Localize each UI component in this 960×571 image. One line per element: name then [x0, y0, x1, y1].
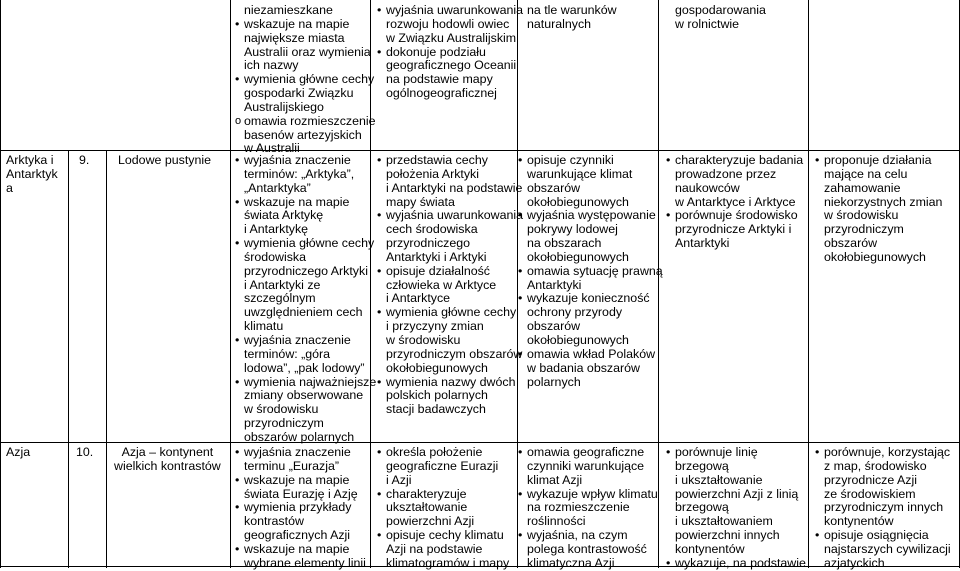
list-item: położenia Arktyki: [386, 166, 479, 181]
list-item: przyrodniczym obszarów: [386, 346, 523, 361]
list-item: o omawia rozmieszczenie: [244, 115, 376, 129]
list-item: roślinności: [527, 514, 586, 529]
list-item: terminów: „Arktyka”,: [244, 166, 355, 181]
list-item: obszarów: [824, 236, 878, 251]
list-item: basenów artezyjskich: [244, 127, 362, 142]
list-item: i Antarktyki na podstawie: [386, 180, 523, 195]
list-item: obszarów: [527, 319, 581, 334]
list-item: i ukształtowaniem: [675, 514, 773, 529]
list-item: • dokonuje podziału: [386, 46, 523, 60]
list-item: • wyjaśnia, na czym: [527, 529, 658, 543]
list-item: • omawia sytuację prawną: [527, 265, 663, 279]
list-item: • wskazuje na mapie: [244, 543, 366, 557]
list-item: ochrony przyrody: [527, 305, 623, 320]
list-item: i Antarktykę: [244, 222, 309, 237]
region-cell: [6, 154, 58, 196]
row2-col5-cell: [675, 446, 806, 571]
list-item: • wyjaśnia znaczenie: [244, 334, 376, 348]
list-item: okołobiegunowych: [527, 249, 629, 264]
grid-line: [0, 150, 960, 151]
row1-col6-cell: [824, 154, 942, 265]
list-item: ukształtowanie: [386, 500, 468, 515]
list-item: • opisuje czynniki: [527, 154, 663, 168]
row1-col2-cell: [244, 154, 376, 445]
list-item: świata Arktykę: [244, 208, 324, 223]
list-item: powierzchni Azji: [386, 514, 475, 529]
list-item: polega kontrastowość: [527, 541, 647, 556]
list-item: na rozmieszczenie: [527, 500, 630, 515]
list-item: na podstawie mapy: [386, 72, 493, 87]
grid-line: [0, 442, 960, 443]
list-item: • wyjaśnia znaczenie: [244, 154, 376, 168]
row2-col3-cell: [386, 446, 509, 571]
list-item: obszarów polarnych: [244, 429, 355, 444]
list-item: • wykazuje, na podstawie: [675, 557, 806, 571]
list-item: w środowisku: [824, 208, 899, 223]
list-item: Australijskiego: [244, 99, 324, 114]
list-item: ogólnogeograficznej: [386, 86, 497, 101]
list-item: Antarktyki: [527, 277, 582, 292]
list-item: mapy świata: [386, 194, 455, 209]
text-line: Azja – kontynent: [121, 445, 214, 459]
row2-col2-cell: [244, 446, 366, 571]
list-item: w badania obszarów: [527, 360, 640, 375]
list-item: powierzchni innych: [675, 528, 780, 543]
list-item: polarnych: [527, 374, 581, 389]
list-item: • omawia wkład Polaków: [527, 348, 663, 362]
list-item: przyrodniczym: [824, 222, 904, 237]
list-item: • porównuje, korzystając: [824, 446, 951, 460]
list-item: • proponuje działania: [824, 154, 942, 168]
list-item: największe miasta: [244, 30, 345, 45]
list-item: • opisuje cechy klimatu: [386, 529, 509, 543]
list-item: i Antarktyki ze: [244, 277, 321, 292]
text-line: Antarktyk: [6, 166, 58, 181]
list-item: geograficznego Oceanii: [386, 58, 517, 73]
list-item: przyrodniczego Arktyki: [244, 263, 368, 278]
text-line: na tle warunków: [527, 3, 617, 17]
list-item: • charakteryzuje: [386, 488, 509, 502]
list-item: • omawia geograficzne: [527, 446, 658, 460]
list-item: • wyjaśnia uwarunkowania: [386, 209, 523, 223]
text-line: wielkich kontrastów: [114, 458, 221, 473]
list-item: • wymienia przykłady: [244, 501, 366, 515]
row1-col5-cell: [675, 154, 803, 251]
list-item: w Antarktyce i Arktyce: [675, 194, 796, 209]
list-item: lodowa”, „pak lodowy”: [244, 360, 365, 375]
list-item: przyrodnicze Azji: [824, 472, 917, 487]
list-item: świata Eurazję i Azję: [244, 486, 358, 501]
list-item: niekorzystnych zmian: [824, 194, 943, 209]
list-item: azjatyckich: [824, 555, 885, 570]
list-item: ich nazwy: [244, 58, 299, 73]
list-item: wybrane elementy linii: [244, 555, 366, 570]
list-item: klimatu: [244, 319, 284, 334]
list-item: • wskazuje na mapie: [244, 18, 376, 32]
list-item: w środowisku: [386, 332, 461, 347]
list-item: „Antarktyka”: [244, 180, 311, 195]
list-item: Azji na podstawie: [386, 541, 483, 556]
region-cell: [6, 446, 30, 460]
list-item: przyrodniczym: [244, 416, 324, 431]
list-item: uwzględnieniem cech: [244, 305, 363, 320]
list-item: • określa położenie: [386, 446, 509, 460]
list-item: • opisuje działalność: [386, 265, 523, 279]
row2-col4-cell: [527, 446, 658, 571]
list-item: stacji badawczych: [386, 402, 486, 417]
list-item: • porównuje środowisko: [675, 209, 803, 223]
list-item: przyrodniczego: [386, 236, 471, 251]
list-item: na obszarach: [527, 236, 602, 251]
list-item: kontrastów: [244, 514, 304, 529]
list-item: Antarktyki i Arktyki: [386, 249, 487, 264]
list-item: geograficznych Azji: [244, 528, 351, 543]
list-item: • wymienia główne cechy: [244, 73, 376, 87]
row1-col3-cell: [386, 154, 523, 417]
list-item: pokrywy lodowej: [527, 222, 618, 237]
list-item: gospodarki Związku: [244, 86, 354, 101]
list-item: brzegową: [675, 500, 729, 515]
list-item: zahamowanie: [824, 180, 901, 195]
grid-line: [808, 0, 809, 568]
list-item: • wykazuje wpływ klimatu: [527, 488, 658, 502]
list-item: • charakteryzuje badania: [675, 154, 803, 168]
list-item: warunkujące klimat: [527, 166, 633, 181]
text-line: a: [6, 180, 13, 195]
lesson-number: 9.: [79, 153, 90, 167]
list-item: szczególnym: [244, 291, 316, 306]
row0-col5-cell: [675, 4, 766, 32]
list-item: • wymienia główne cechy: [244, 237, 376, 251]
list-item: • wskazuje na mapie: [244, 474, 366, 488]
list-item: • wyjaśnia występowanie: [527, 209, 663, 223]
text-line: Lodowe pustynie: [118, 153, 211, 167]
list-item: czynniki warunkujące: [527, 458, 645, 473]
list-item: okołobiegunowych: [824, 249, 926, 264]
list-item: okołobiegunowych: [527, 194, 629, 209]
list-item: klimat Azji: [527, 472, 583, 487]
list-item: środowiska: [244, 249, 306, 264]
list-item: • wykazuje konieczność: [527, 292, 663, 306]
list-item: najstarszych cywilizacji: [824, 541, 951, 556]
list-item: • wymienia nazwy dwóch: [386, 376, 523, 390]
list-item: • wskazuje na mapie: [244, 196, 376, 210]
list-item: Australii oraz wymienia: [244, 44, 371, 59]
lesson-topic: [114, 446, 221, 474]
lesson-topic: [118, 154, 211, 168]
list-item: mające na celu: [824, 166, 908, 181]
list-item: klimatyczna Azji: [527, 555, 615, 570]
row2-col6-cell: [824, 446, 951, 571]
grid-line: [230, 0, 231, 568]
list-item: prowadzone przez: [675, 166, 777, 181]
list-item: terminu „Eurazja”: [244, 458, 340, 473]
list-item: • porównuje linię: [675, 446, 806, 460]
row1-col4-cell: [527, 154, 663, 389]
text-line: Arktyka i: [6, 153, 54, 167]
list-item: brzegową: [675, 458, 729, 473]
list-item: niezamieszkane: [244, 3, 333, 17]
list-item: rozwoju hodowli owiec: [386, 16, 510, 31]
list-item: przyrodnicze Arktyki i: [675, 222, 792, 237]
list-item: w Związku Australijskim: [386, 30, 517, 45]
list-item: kontynentów: [675, 541, 745, 556]
list-item: klimatogramów i mapy: [386, 555, 510, 570]
list-item: człowieka w Arktyce: [386, 277, 497, 292]
list-item: okołobiegunowych: [386, 360, 488, 375]
grid-line: [0, 0, 1, 568]
list-item: • wyjaśnia znaczenie: [244, 446, 366, 460]
list-item: zmiany obserwowane: [244, 388, 364, 403]
list-item: • wymienia najważniejsze: [244, 376, 376, 390]
list-item: i Antarktyce: [386, 291, 451, 306]
list-item: przyrodniczym innych: [824, 500, 944, 515]
list-item: w Australii: [244, 141, 300, 156]
list-item: naukowców: [675, 180, 740, 195]
list-item: obszarów: [527, 180, 581, 195]
list-item: Antarktyki: [675, 236, 730, 251]
list-item: i ukształtowanie: [675, 472, 763, 487]
text-line: naturalnych: [527, 16, 592, 31]
list-item: • wymienia główne cechy: [386, 306, 523, 320]
list-item: z map, środowisko: [824, 458, 927, 473]
text-line: Azja: [6, 445, 31, 459]
list-item: terminów: „góra: [244, 346, 331, 361]
grid-line: [106, 150, 107, 568]
list-item: kontynentów: [824, 514, 894, 529]
list-item: i Azji: [386, 472, 412, 487]
row0-col2-cell: [244, 4, 376, 156]
text-line: w rolnictwie: [675, 16, 740, 31]
list-item: okołobiegunowych: [527, 332, 629, 347]
list-item: cech środowiska: [386, 222, 478, 237]
text-line: gospodarowania: [675, 3, 766, 17]
list-item: geograficzne Eurazji: [386, 458, 499, 473]
list-item: i przyczyny zmian: [386, 319, 484, 334]
list-item: w środowisku: [244, 402, 319, 417]
lesson-number: 10.: [76, 445, 94, 459]
list-item: powierzchni Azji z linią: [675, 486, 799, 501]
list-item: • opisuje osiągnięcia: [824, 529, 951, 543]
list-item: • przedstawia cechy: [386, 154, 523, 168]
grid-line: [68, 150, 69, 568]
list-item: • wyjaśnia uwarunkowania: [386, 4, 523, 18]
row0-col4-cell: [527, 4, 617, 32]
list-item: ze środowiskiem: [824, 486, 916, 501]
list-item: polskich polarnych: [386, 388, 488, 403]
row0-col3-cell: [386, 4, 523, 101]
